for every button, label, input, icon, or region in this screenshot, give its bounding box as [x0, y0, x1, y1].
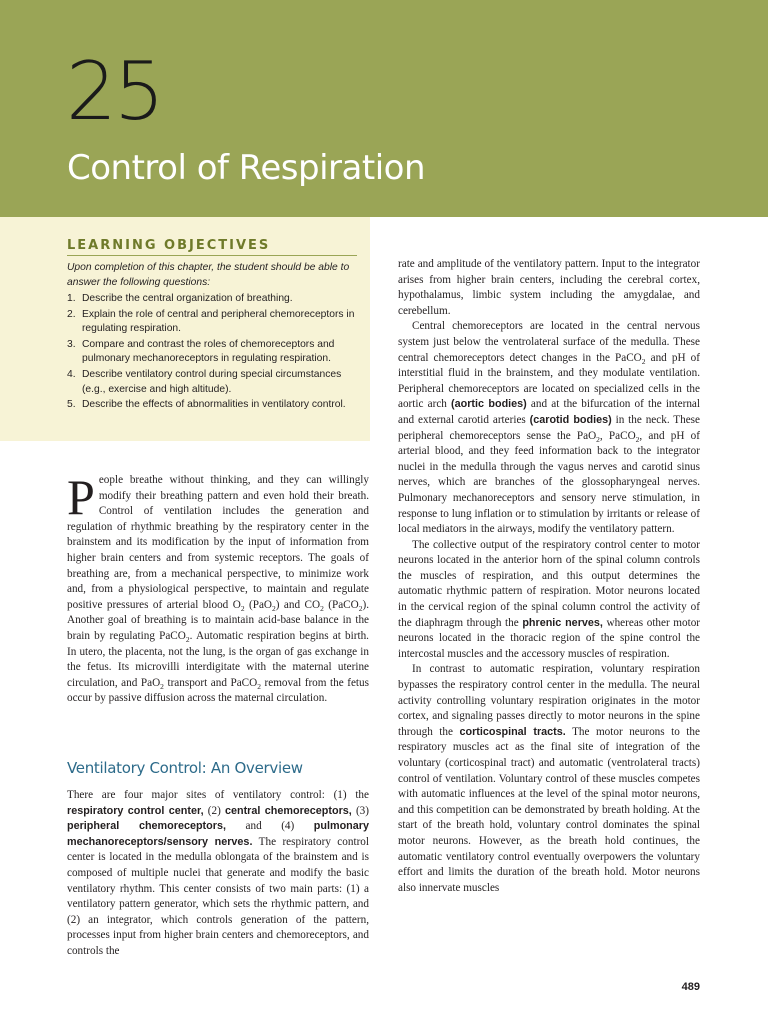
chapter-title: Control of Respiration — [67, 148, 425, 188]
overview-paragraph — [67, 788, 369, 960]
subscript: 2 — [185, 635, 190, 645]
body-text: whereas other motor neurons located in the thoracic region of the spine control the intercostal muscles and the accessory muscles of respiration. — [398, 616, 701, 660]
objective-item — [67, 398, 362, 413]
key-term: corticospinal tracts. — [459, 725, 566, 738]
body-text: and (4) — [225, 820, 314, 833]
objective-number: 1. — [67, 293, 76, 304]
objective-text: Explain the role of central and peripheral chemoreceptors in regulating respiration. — [82, 308, 355, 335]
objective-text: Describe the central organization of breathing. — [82, 293, 293, 304]
objective-text: Describe the effects of abnormalities in ventilatory control. — [82, 399, 346, 411]
drop-cap: P — [67, 469, 95, 525]
learning-objectives-list — [67, 292, 362, 414]
objective-item — [67, 292, 362, 307]
body-text: (3) — [351, 804, 370, 817]
objective-item — [67, 308, 362, 337]
body-text: The collective output of the respiratory control center to motor neurons located in the anterior horn of the spinal column controls the muscles of respiration, and this output determines the automatic rhythmic pattern of respiration. Motor neurons located in the cervical region of the spinal column control the activity of the diaphragm through the — [398, 538, 700, 629]
body-text: There are four major sites of ventilatory control: (1) the — [67, 789, 369, 801]
paragraph — [398, 538, 700, 663]
body-text: eople breathe without thinking, and they can willingly modify their breathing pattern and even hold their breath. Control of ventilation includes the generation and regulation of rhythmic breathing by the respiratory center in the brainstem and its modification by the input of information from higher brain centers and from systemic receptors. The goals of breathing are, from a mechanical perspective, to minimize work and, from a physiological perspective, to maintain and regulate positive pressures of arterial blood O — [67, 474, 369, 611]
subscript: 2 — [257, 681, 261, 691]
subscript: 2 — [635, 434, 640, 444]
objective-number: 2. — [67, 308, 76, 320]
objective-number: 3. — [67, 338, 76, 350]
body-text: In contrast to automatic respiration, voluntary respiration bypasses the respiratory control center in the medulla. The neural activity controlling voluntary respiration originates in the motor cortex, and signaling passes directly to motor neurons in the spine through the — [398, 663, 700, 738]
objective-number: 4. — [67, 368, 76, 380]
body-text: . Automatic respiration begins at birth. In utero, the placenta, not the lung, is the organ of gas exchange in the fetus. Its microvilli interdigitate with the maternal uterine circulation, and PaO — [67, 629, 369, 689]
body-text: in the neck. These peripheral chemoreceptors sense the PaO — [398, 413, 700, 442]
objective-text: Describe ventilatory control during special circumstances (e.g., exercise and high altitude). — [82, 368, 342, 395]
body-text: (Pa — [323, 598, 344, 611]
body-text: and pH of interstitial fluid in the brainstem, and they modulate ventilation. Peripheral chemoreceptors are located on specialized cells in the aortic arch — [398, 351, 700, 411]
paragraph: rate and amplitude of the ventilatory pattern. Input to the integrator arises from higher brain centers, including the cerebral cortex, hypothalamus, limbic system including the amygdalae, and cerebellum. — [398, 258, 700, 317]
subscript: 2 — [160, 681, 164, 691]
body-text: removal from the fetus occur by passive diffusion across the maternal circulation. — [67, 676, 369, 705]
body-text: ). Another goal of breathing is to maintain acid-base balance in the brain by regulating PaCO — [67, 598, 369, 642]
body-text: (2) — [203, 804, 225, 817]
body-text: , and pH of arterial blood, and they feed information back to the integrator nuclei in the medulla through the vagus nerves and carotid sinus nerves, which are branches of the glossopharyngeal nerves. Pulmonary mechanoreceptors and sensory nerve stimulation, in response to lung inflation or to stimulation by irritants or release of local mediators in the airways, modify the ventilatory pattern. — [398, 429, 700, 536]
key-term: (carotid bodies) — [529, 413, 612, 426]
key-term: pulmonary mechanoreceptors/sensory nerves. — [67, 820, 369, 848]
objective-text: Compare and contrast the roles of chemoreceptors and pulmonary mechanoreceptors in regulating respiration. — [82, 338, 335, 365]
section-heading: Ventilatory Control: An Overview — [67, 759, 303, 777]
key-term: peripheral chemoreceptors, — [67, 820, 226, 833]
subscript: 2 — [272, 603, 276, 613]
body-text: (Pa — [244, 598, 264, 611]
learning-objectives-heading: LEARNING OBJECTIVES — [67, 238, 357, 256]
paragraph — [398, 319, 700, 537]
chapter-number: 25 — [66, 45, 162, 138]
body-text: ) and CO — [275, 598, 321, 611]
body-text: Central chemoreceptors are located in the central nervous system just below the ventrolateral surface of the medulla. These central chemoreceptors detect changes in the PaCO — [398, 320, 700, 364]
subscript: 2 — [240, 603, 245, 613]
paragraph — [398, 662, 700, 896]
key-term: (aortic bodies) — [451, 398, 527, 411]
intro-paragraph — [67, 469, 369, 707]
subscript: 2 — [596, 434, 600, 444]
learning-objectives-intro: Upon completion of this chapter, the student should be able to answer the following questions: — [67, 262, 350, 288]
body-text: transport and PaCO — [163, 676, 258, 689]
body-text: and at the bifurcation of the internal and external carotid arteries — [398, 398, 700, 426]
subscript: 2 — [641, 356, 646, 366]
subscript: 2 — [320, 603, 324, 613]
body-text: The respiratory control center is located in the medulla oblongata of the brainstem and is composed of multiple nuclei that generate and modify the basic ventilatory rhythm. This center consists of two main parts: (1) a ventilatory pattern generator, which sets the rhythmic pattern, and (2) an integrator, which controls generation of the pattern, processes input from higher brain centers and chemoreceptors, and controls the — [67, 835, 369, 957]
key-term: central chemoreceptors, — [224, 804, 352, 817]
page-number: 489 — [681, 981, 700, 993]
objective-number: 5. — [67, 399, 76, 411]
subscript: 2 — [358, 603, 363, 613]
body-text: O — [263, 598, 273, 611]
body-text: CO — [343, 598, 359, 611]
right-column — [398, 257, 700, 896]
objective-item — [67, 338, 362, 367]
key-term: phrenic nerves, — [522, 616, 603, 629]
objective-item — [67, 368, 362, 397]
body-text: The motor neurons to the respiratory muscles act as the final site of integration of the voluntary (corticospinal tract) and automatic (ventrolateral tracts) control of ventilation. Voluntary control of these muscles competes with automatic influences at the level of the spinal motor neurons, and this competition can be demonstrated by breath holding. At the start of the breath hold, voluntary control dominates the spinal motor neurons. However, as the breath hold continues, the automatic ventilatory control eventually overpowers the voluntary effort and limits the duration of the breath hold. Motor neurons also innervate muscles — [398, 725, 700, 894]
key-term: respiratory control center, — [67, 804, 204, 817]
body-text: , PaCO — [599, 429, 636, 442]
